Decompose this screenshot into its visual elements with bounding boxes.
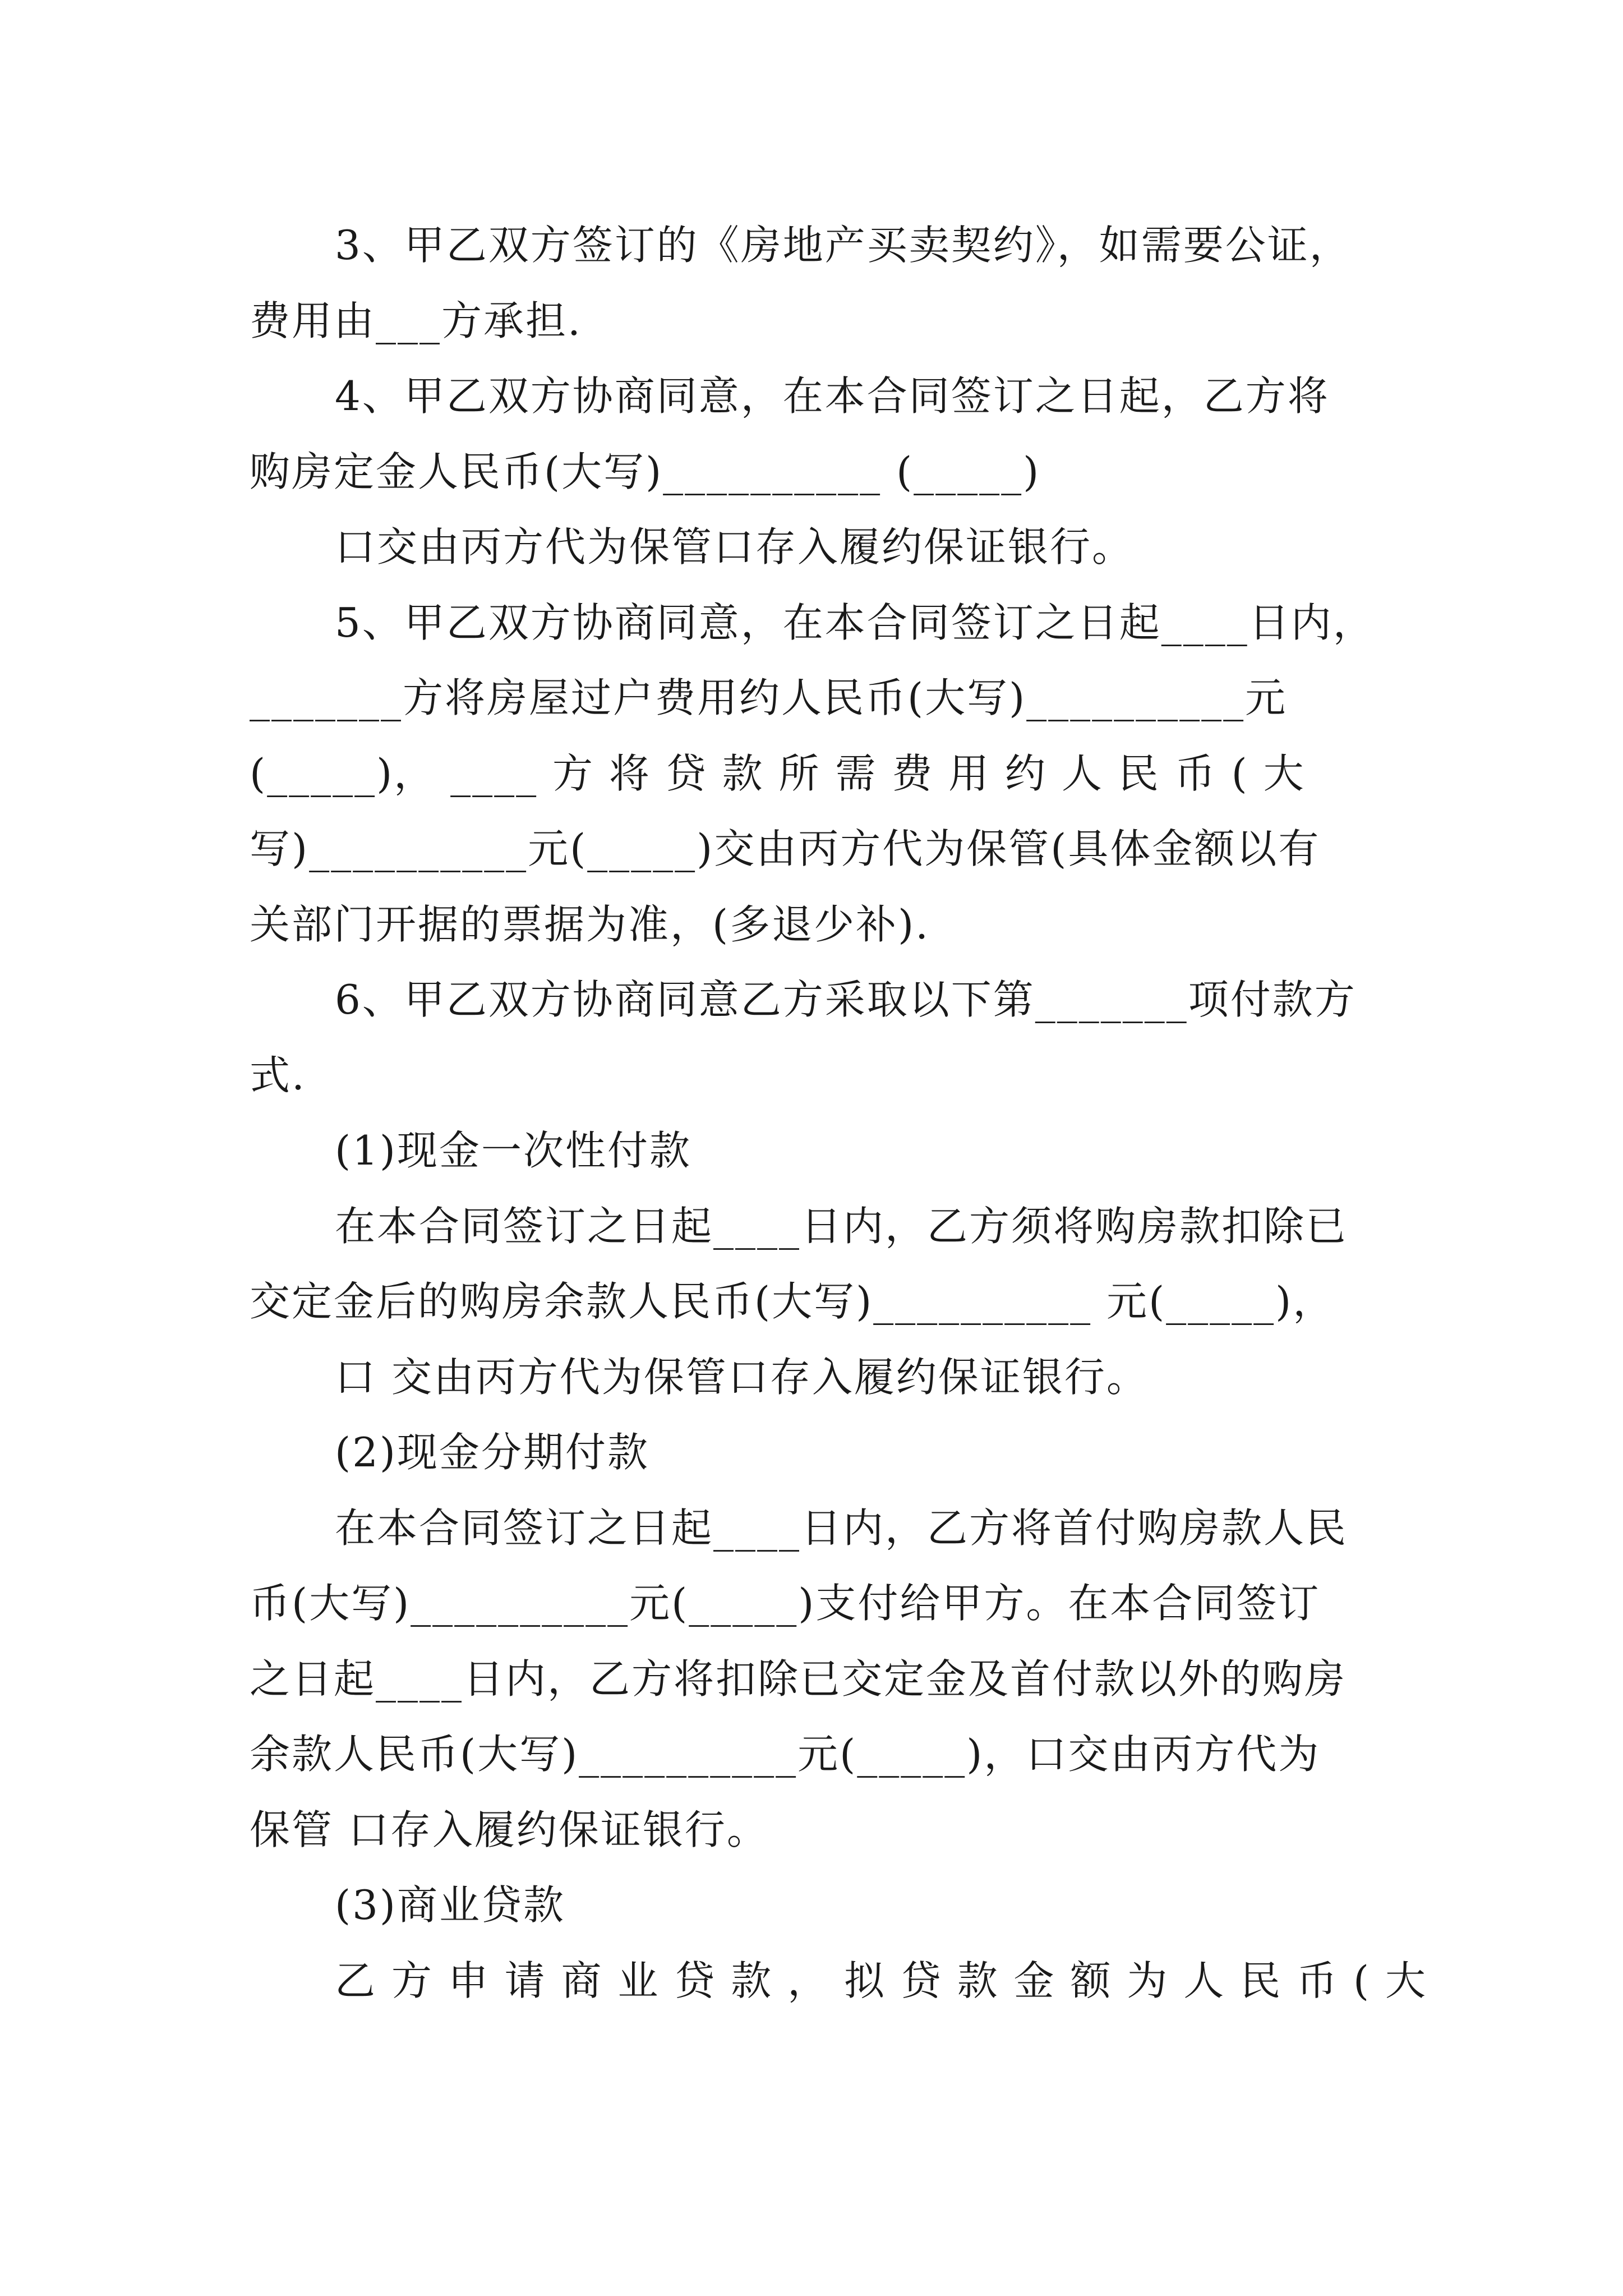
clause-3-line-2: 费用由___方承担.	[250, 297, 582, 344]
option-1-line-2: 交定金后的购房余款人民币(大写)__________ 元(_____)，	[250, 1278, 1335, 1325]
clause-4-line-2: 购房定金人民币(大写)__________ (_____)	[250, 448, 1041, 495]
option-1-line-3: 口 交由丙方代为保管口存入履约保证银行。	[335, 1353, 1149, 1401]
option-2-line-3: 之日起____日内，乙方将扣除已交定金及首付款以外的购房	[250, 1655, 1347, 1703]
clause-5-line-3: (_____)， ____ 方 将 贷 款 所 需 费 用 约 人 民 币 ( 大	[250, 749, 1306, 797]
clause-5-line-2: _______方将房屋过户费用约人民币(大写)__________元	[250, 674, 1288, 721]
clause-5-line-1: 5、甲乙双方协商同意，在本合同签订之日起____日内，	[335, 599, 1375, 646]
option-2-heading: (2)现金分期付款	[335, 1429, 649, 1476]
clause-4-line-3: 口交由丙方代为保管口存入履约保证银行。	[335, 523, 1135, 570]
option-2-line-4: 余款人民币(大写)__________元(_____)，口交由丙方代为	[250, 1731, 1321, 1778]
clause-6-line-2: 式.	[250, 1051, 306, 1099]
option-1-line-1: 在本合同签订之日起____日内，乙方须将购房款扣除已	[335, 1202, 1348, 1250]
clause-3-line-1: 3、甲乙双方签订的《房地产买卖契约》，如需要公证，	[335, 222, 1352, 269]
option-3-heading: (3)商业贷款	[335, 1881, 565, 1929]
clause-6-line-1: 6、甲乙双方协商同意乙方采取以下第_______项付款方	[335, 976, 1357, 1023]
option-2-line-2: 币(大写)__________元(_____)支付给甲方。在本合同签订	[250, 1580, 1321, 1627]
option-1-heading: (1)现金一次性付款	[335, 1127, 691, 1174]
clause-5-line-4: 写)__________元(_____)交由丙方代为保管(具体金额以有	[250, 825, 1321, 872]
option-2-line-5: 保管 口存入履约保证银行。	[250, 1806, 769, 1853]
option-3-line-1: 乙 方 申 请 商 业 贷 款 ， 拟 贷 款 金 额 为 人 民 币 ( 大	[335, 1957, 1427, 2004]
clause-4-line-1: 4、甲乙双方协商同意，在本合同签订之日起，乙方将	[335, 372, 1330, 420]
clause-5-line-5: 关部门开据的票据为准，(多退少补).	[250, 900, 930, 948]
option-2-line-1: 在本合同签订之日起____日内，乙方将首付购房款人民	[335, 1504, 1348, 1552]
contract-text	[250, 208, 1427, 2018]
